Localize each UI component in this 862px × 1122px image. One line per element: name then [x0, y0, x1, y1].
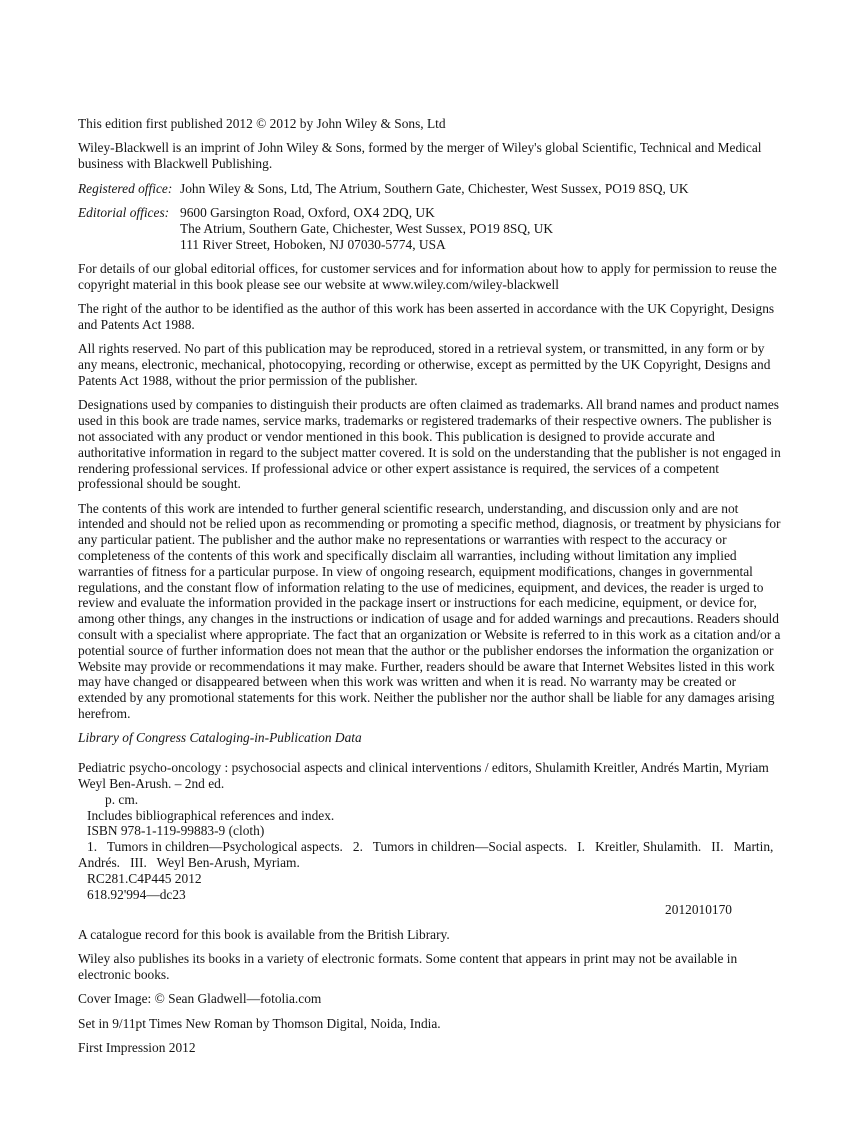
cip-call-number: RC281.C4P445 2012 [87, 870, 202, 886]
author-assertion-paragraph: The right of the author to be identified as the author of this work has been asserted in accordance with the UK Copyright, Designs and Patents Act 1988. [78, 301, 775, 332]
editorial-office-address: 111 River Street, Hoboken, NJ 07030-5774, USA [180, 236, 446, 252]
registered-office-label: Registered office: [78, 180, 173, 196]
cip-pcm: p. cm. [105, 791, 139, 807]
cip-dewey: 618.92'994—dc23 [87, 886, 186, 902]
electronic-formats-paragraph: Wiley also publishes its books in a variety of electronic formats. Some content that appears in print may not be available in electronic books. [78, 951, 738, 982]
editorial-offices-label: Editorial offices: [78, 204, 170, 220]
global-offices-paragraph: For details of our global editorial offices, for customer services and for information about how to apply for permission to reuse the copyright material in this book please see our website at www.wiley.com/wiley-blackwell [78, 260, 777, 292]
cip-control-number: 2012010170 [665, 902, 732, 918]
first-impression: First Impression 2012 [78, 1040, 196, 1056]
cover-image-credit: Cover Image: © Sean Gladwell—fotolia.com [78, 991, 322, 1007]
cip-block [78, 760, 784, 918]
typeset-note: Set in 9/11pt Times New Roman by Thomson Digital, Noida, India. [78, 1015, 441, 1031]
editorial-offices [78, 205, 784, 252]
registered-office-address: John Wiley & Sons, Ltd, The Atrium, Southern Gate, Chichester, West Sussex, PO19 8SQ, UK [180, 180, 689, 196]
registered-office [78, 181, 784, 197]
cip-includes: Includes bibliographical references and index. [87, 807, 335, 823]
designations-paragraph: Designations used by companies to distinguish their products are often claimed as trademarks. All brand names and product names used in this book are trade names, service marks, trademarks or registered trademarks of their respective owners. The publisher is not associated with any product or vendor mentioned in this book. This publication is designed to provide accurate and authoritative information in regard to the subject matter covered. It is sold on the understanding that the publisher is not engaged in rendering professional services. If professional advice or other expert assistance is required, the services of a competent professional should be sought. [78, 397, 781, 492]
imprint-paragraph: Wiley-Blackwell is an imprint of John Wiley & Sons, formed by the merger of Wiley's global Scientific, Technical and Medical business with Blackwell Publishing. [78, 140, 762, 172]
editorial-office-address: 9600 Garsington Road, Oxford, OX4 2DQ, UK [180, 204, 435, 220]
editorial-offices-addresses [180, 205, 553, 252]
all-rights-paragraph: All rights reserved. No part of this publication may be reproduced, stored in a retrieval system, or transmitted, in any form or by any means, electronic, mechanical, photocopying, recording or otherwise, except as permitted by the UK Copyright, Designs and Patents Act 1988, without the prior permission of the publisher. [78, 341, 771, 388]
editorial-office-address: The Atrium, Southern Gate, Chichester, West Sussex, PO19 8SQ, UK [180, 220, 554, 236]
cip-isbn: ISBN 978-1-119-99883-9 (cloth) [87, 823, 265, 839]
edition-line: This edition first published 2012 © 2012 by John Wiley & Sons, Ltd [78, 116, 446, 131]
cip-subjects: 1. Tumors in children—Psychological aspects. 2. Tumors in children—Social aspects. I. Kreitler, Shulamith. II. Martin, Andrés. III. Weyl Ben-Arush, Myriam. [78, 839, 777, 871]
loc-cip-heading: Library of Congress Cataloging-in-Publication Data [78, 730, 362, 746]
british-library-paragraph: A catalogue record for this book is available from the British Library. [78, 926, 450, 942]
medical-disclaimer-paragraph: The contents of this work are intended to further general scientific research, understanding, and discussion only and are not intended and should not be relied upon as recommending or promoting a specific method, diagnosis, or treatment by physicians for any particular patient. The publisher and the author make no representations or warranties with respect to the accuracy or completeness of the contents of this work and specifically disclaim all warranties, including without limitation any implied warranties of fitness for a particular purpose. In view of ongoing research, equipment modifications, changes in governmental regulations, and the constant flow of information relating to the use of medicines, equipment, and devices, the reader is urged to review and evaluate the information provided in the package insert or instructions for each medicine, equipment, or device for, among other things, any changes in the instructions or indication of usage and for added warnings and precautions. Readers should consult with a specialist where appropriate. The fact that an organization or Website is referred to in this work as a citation and/or a potential source of further information does not mean that the author or the publisher endorses the information the organization or Website may provide or recommendations it may make. Further, readers should be aware that Internet Websites listed in this work may have changed or disappeared between when this work was written and when it is read. No warranty may be created or extended by any promotional statements for this work. Neither the publisher nor the author shall be liable for any damages arising herefrom. [78, 500, 781, 722]
cip-title: Pediatric psycho-oncology : psychosocial aspects and clinical interventions / editors, Shulamith Kreitler, Andrés Martin, Myriam Weyl Ben-Arush. – 2nd ed. [78, 760, 772, 792]
